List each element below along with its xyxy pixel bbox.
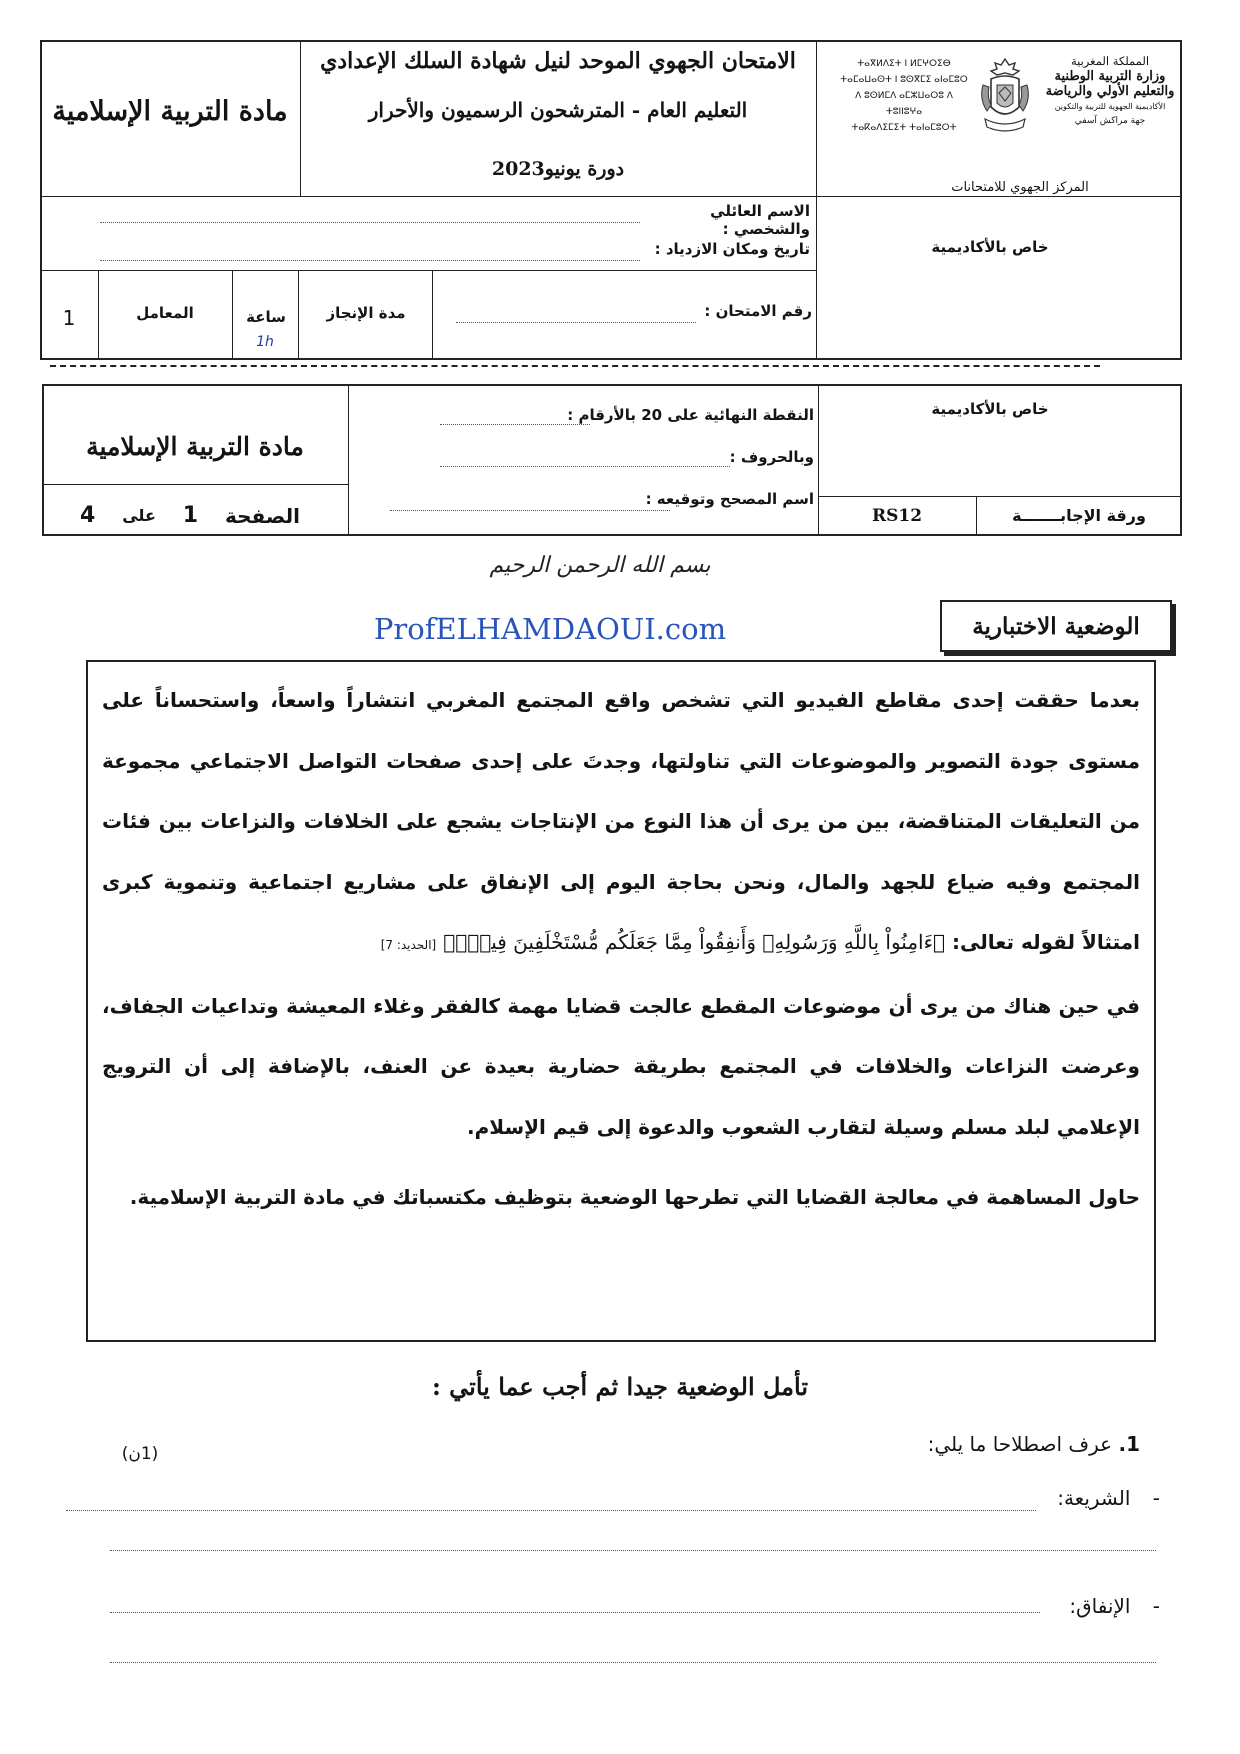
in-letters-label: وبالحروف : (729, 448, 814, 466)
situation-paragraph-2: في حين هناك من يرى أن موضوعات المقطع عالجت قضايا مهمة كالفقر وغلاء المعيشة وتداعيات الجفاف، وعرضت النزاعات والخلافات في المجتمع بطريقة حضارية بعيدة عن العنف، بالإضافة إلى أن الترويج الإعلامي لبلد مسلم وسيلة لتقارب الشعوب والدعوة إلى قيم الإسلام. (102, 993, 1140, 1139)
duration-value: ساعة (246, 308, 286, 326)
academy-label: خاص بالأكاديمية (931, 238, 1049, 256)
in-letters-field[interactable] (440, 466, 730, 467)
coefficient-label: المعامل (136, 304, 194, 322)
header-divider (816, 40, 817, 360)
final-grade-label: النقطة النهائية على 20 بالأرقام : (567, 406, 814, 424)
answer-line-sharia[interactable] (66, 1510, 1036, 1511)
subject-title: مادة التربية الإسلامية (52, 96, 288, 127)
final-grade-field[interactable] (440, 424, 590, 425)
grading-code: RS12 (871, 506, 923, 526)
page-indicator: الصفحة 1 على 4 (80, 503, 300, 528)
tifinagh-block: ⵜⴰⴳⵍⴷⵉⵜ ⵏ ⵍⵎⵖⵔⵉⴱ ⵜⴰⵎⴰⵡⴰⵙⵜ ⵏ ⵓⵙⴳⵎⵉ ⴰⵏⴰⵎⵓⵔ ⴷ ⵓⵙⵍⵎⴷ ⴰⵎⵣⵡⴰⵔⵓ ⴷ ⵜⵓⵏⵏⵓⵖⴰ ⵜⴰⴽⴰⴷⵉⵎⵉⵜ ⵜⴰⵏⴰⵎⵓⵔⵜ (840, 59, 968, 133)
answer-line-infaq[interactable] (110, 1612, 1040, 1613)
exam-number-field[interactable] (456, 322, 696, 323)
corrector-field[interactable] (390, 510, 670, 511)
exam-type: التعليم العام - المترشحون الرسميون والأحرار (368, 98, 748, 122)
header-divider (300, 40, 301, 196)
question-1-points: (1ن) (121, 1444, 159, 1464)
answer-line-sharia-2[interactable] (110, 1550, 1156, 1551)
situation-instruction: حاول المساهمة في معالجة القضايا التي تطرحها الوضعية بتوظيف مكتسباتك في مادة التربية الإسلامية. (129, 1185, 1140, 1209)
situation-box (86, 660, 1156, 1342)
corrector-label: اسم المصحح وتوقيعه : (645, 490, 814, 508)
term-infaq: - الإنفاق: (1069, 1594, 1160, 1618)
coefficient-value: 1 (62, 306, 76, 330)
regional-center: المركز الجهوي للامتحانات (951, 180, 1089, 195)
question-1: 1. عرف اصطلاحا ما يلي: (927, 1432, 1140, 1456)
duration-handwritten: 1h (256, 334, 274, 350)
exam-session: دورة يونيو2023 (491, 158, 625, 180)
grading-academy-label: خاص بالأكاديمية (931, 400, 1049, 418)
header-divider (40, 196, 1182, 197)
moroccan-coat-of-arms-icon (975, 55, 1035, 141)
contemplate-heading: تأمل الوضعية جيدا ثم أجب عما يأتي : (431, 1372, 809, 1401)
grading-subject: مادة التربية الإسلامية (86, 432, 304, 461)
birth-label: تاريخ ومكان الازدياد : (654, 240, 810, 258)
basmala: بسم الله الرحمن الرحيم (489, 553, 711, 578)
verse-reference: [الحديد: 7] (380, 938, 437, 952)
birth-field[interactable] (100, 260, 640, 261)
answer-line-infaq-2[interactable] (110, 1662, 1156, 1663)
family-name-field[interactable] (100, 222, 640, 223)
header-divider (40, 270, 816, 271)
situation-paragraph-1: بعدما حققت إحدى مقاطع الفيديو التي تشخص واقع المجتمع المغربي انتشاراً واسعاً، واستحساناً على مستوى جودة التصوير والموضوعات التي تناولتها، وجدتَ على إحدى صفحات التواصل الاجتماعي مجموعة من التعليقات المتناقضة، بين من يرى أن هذا النوع من الإنتاجات يشجع على الخلافات والنزاعات بين فئات المجتمع وفيه ضياع للجهد والمال، ونحن بحاجة اليوم إلى الإنفاق على مشاريع اجتماعية وتنموية كبرى امتثالاً لقوله تعالى: ﴿ءَامِنُواْ بِاللَّهِ وَرَسُولِهِۦ وَأَنفِقُواْ مِمَّا جَعَلَكُم مُّسْتَخْلَفِينَ فِيهِۖ﴾ [الحديد: 7] (102, 688, 1140, 954)
situation-title: الوضعية الاختبارية (940, 600, 1172, 652)
exam-title: الامتحان الجهوي الموحد لنيل شهادة السلك الإعدادي (320, 48, 796, 74)
ministry-block: المملكة المغربية وزارة التربية الوطنية والتعليم الأولي والرياضة الأكاديمية الجهوية للتربية والتكوين جهة مراكش آسفي (1045, 54, 1175, 126)
quran-verse: ﴿ءَامِنُواْ بِاللَّهِ وَرَسُولِهِۦ وَأَنفِقُواْ مِمَّا جَعَلَكُم مُّسْتَخْلَفِينَ فِيهِۖ﴾ (443, 930, 945, 954)
term-sharia: - الشريعة: (1057, 1486, 1160, 1510)
answer-sheet-label: ورقة الإجابـــــــة (1012, 506, 1146, 525)
duration-label: مدة الإنجاز (326, 304, 406, 322)
tear-line (50, 365, 1100, 367)
family-name-label: الاسم العائلي والشخصي : (710, 202, 810, 238)
watermark: ProfELHAMDAOUI.com (373, 612, 727, 646)
exam-number-label: رقم الامتحان : (704, 302, 812, 320)
